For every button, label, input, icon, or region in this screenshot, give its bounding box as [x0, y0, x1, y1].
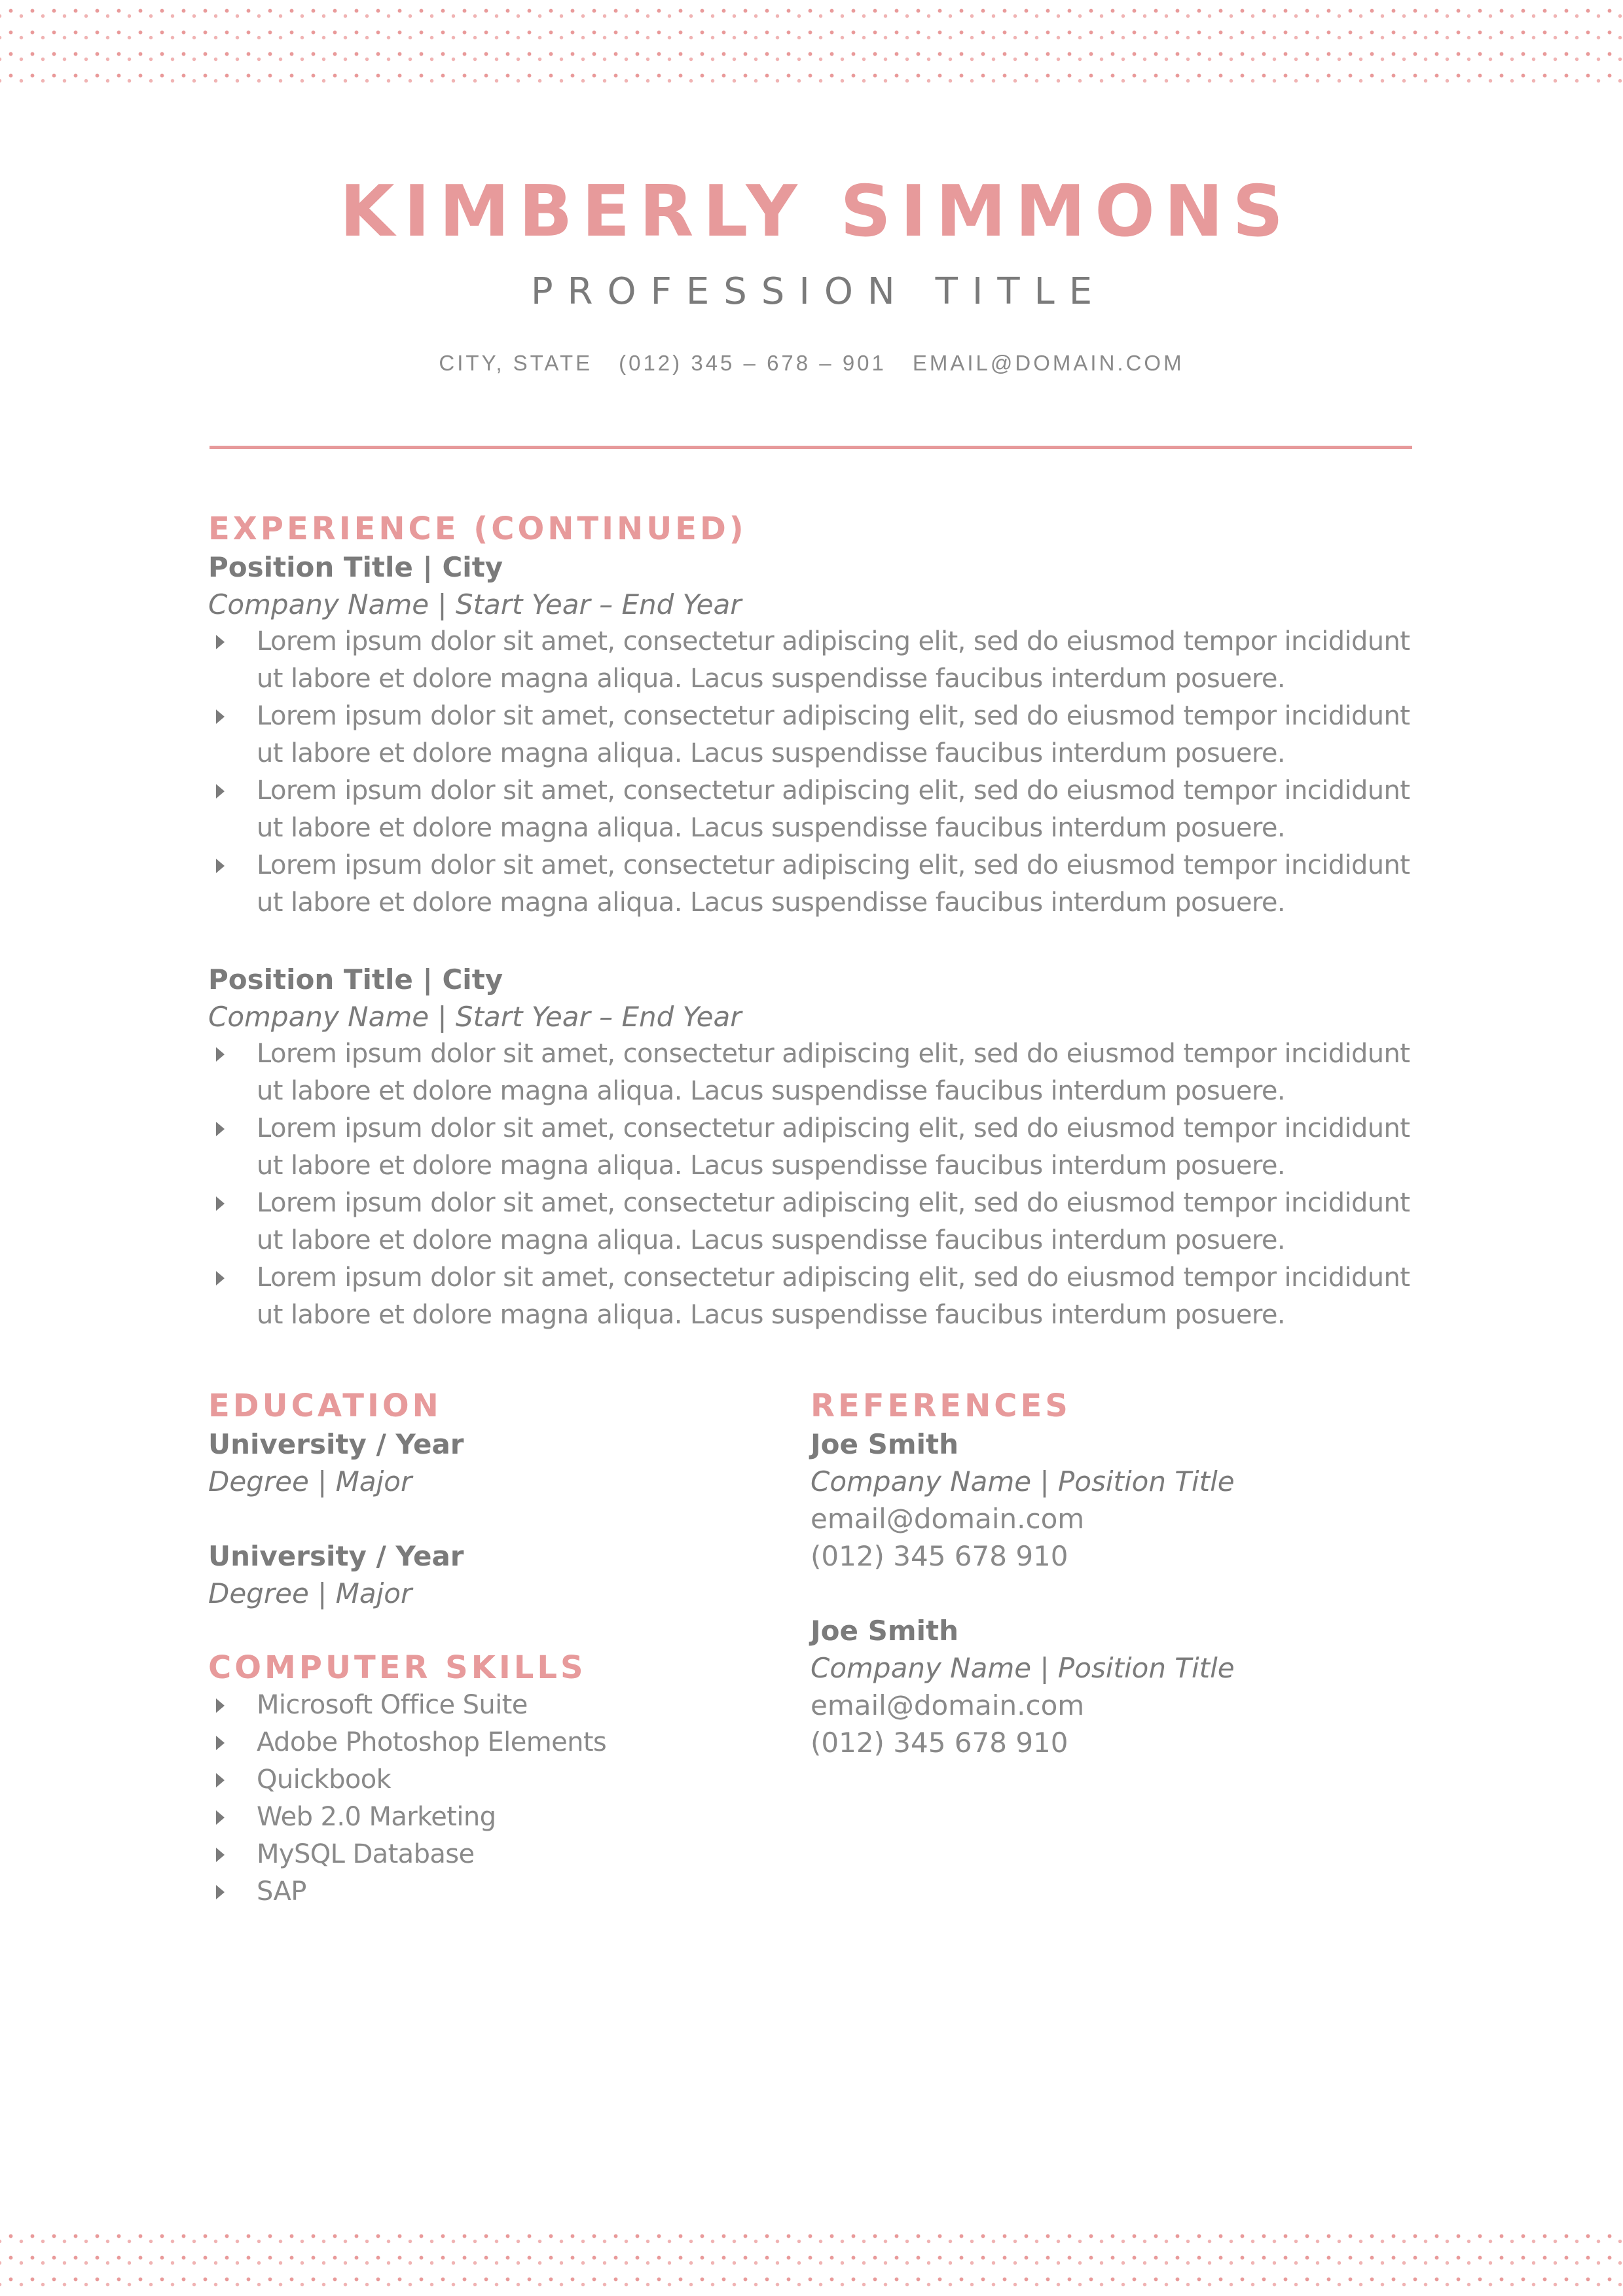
job-bullet [208, 772, 1413, 847]
skill-text: MySQL Database [257, 1839, 475, 1870]
job-bullet-text: Lorem ipsum dolor sit amet, consectetur adipiscing elit, sed do eiusmod tempor incididunt ut labore et dolore magna aliqua. Lacus suspendisse faucibus interdum posuere. [257, 775, 1410, 843]
experience-section [208, 511, 1413, 1373]
triangle-bullet-icon [216, 1047, 225, 1062]
job-bullet-text: Lorem ipsum dolor sit amet, consectetur adipiscing elit, sed do eiusmod tempor incididunt ut labore et dolore magna aliqua. Lacus suspendisse faucibus interdum posuere. [257, 626, 1410, 694]
skill-item [208, 1799, 797, 1836]
triangle-bullet-icon [216, 1773, 225, 1787]
skills-list [208, 1687, 797, 1910]
contact-phone: (012) 345 – 678 – 901 [619, 351, 886, 375]
job-bullet-text: Lorem ipsum dolor sit amet, consectetur adipiscing elit, sed do eiusmod tempor incididunt ut labore et dolore magna aliqua. Lacus suspendisse faucibus interdum posuere. [257, 700, 1410, 768]
skill-item [208, 1873, 797, 1910]
education-degree: Degree | Major [208, 1465, 412, 1498]
reference-phone: (012) 345 678 910 [811, 1726, 1068, 1759]
education-school: University / Year [208, 1539, 464, 1572]
left-column [208, 1388, 797, 1910]
triangle-bullet-icon [216, 1848, 225, 1862]
reference-company: Company Name | Position Title [811, 1465, 1235, 1498]
reference-name: Joe Smith [811, 1614, 958, 1647]
triangle-bullet-icon [216, 1271, 225, 1285]
triangle-bullet-icon [216, 1698, 225, 1713]
job-entry [208, 548, 1413, 922]
experience-heading: EXPERIENCE (CONTINUED) [208, 511, 747, 547]
contact-location: CITY, STATE [439, 351, 593, 375]
education-entry [208, 1537, 797, 1612]
reference-company: Company Name | Position Title [811, 1651, 1235, 1684]
skill-text: Quickbook [257, 1765, 392, 1795]
job-bullet [208, 847, 1413, 922]
header-divider [210, 446, 1412, 449]
triangle-bullet-icon [216, 1196, 225, 1211]
reference-entry [811, 1612, 1400, 1761]
reference-name: Joe Smith [811, 1427, 958, 1460]
job-bullet-text: Lorem ipsum dolor sit amet, consectetur adipiscing elit, sed do eiusmod tempor incididunt ut labore et dolore magna aliqua. Lacus suspendisse faucibus interdum posuere. [257, 850, 1410, 918]
triangle-bullet-icon [216, 635, 225, 649]
reference-email[interactable]: email@domain.com [811, 1502, 1085, 1535]
skill-text: Web 2.0 Marketing [257, 1802, 496, 1833]
job-bullet-text: Lorem ipsum dolor sit amet, consectetur adipiscing elit, sed do eiusmod tempor incididunt ut labore et dolore magna aliqua. Lacus suspendisse faucibus interdum posuere. [257, 1262, 1410, 1330]
education-entry [208, 1426, 797, 1500]
job-bullet [208, 1035, 1413, 1110]
job-bullet-text: Lorem ipsum dolor sit amet, consectetur adipiscing elit, sed do eiusmod tempor incididunt ut labore et dolore magna aliqua. Lacus suspendisse faucibus interdum posuere. [257, 1187, 1410, 1255]
job-bullet-text: Lorem ipsum dolor sit amet, consectetur adipiscing elit, sed do eiusmod tempor incididunt ut labore et dolore magna aliqua. Lacus suspendisse faucibus interdum posuere. [257, 1113, 1410, 1181]
job-bullet [208, 698, 1413, 772]
resume-header [0, 171, 1623, 375]
skill-text: Microsoft Office Suite [257, 1690, 528, 1721]
candidate-name: KIMBERLY SIMMONS [339, 171, 1293, 253]
contact-line [0, 352, 1623, 374]
job-company: Company Name | Start Year – End Year [208, 588, 742, 620]
references-heading: REFERENCES [811, 1388, 1071, 1424]
triangle-bullet-icon [216, 1885, 225, 1899]
job-position: Position Title | City [208, 550, 503, 583]
job-bullet [208, 1110, 1413, 1185]
education-degree: Degree | Major [208, 1577, 412, 1609]
profession-title: PROFESSION TITLE [530, 270, 1107, 313]
job-bullet-text: Lorem ipsum dolor sit amet, consectetur adipiscing elit, sed do eiusmod tempor incididunt ut labore et dolore magna aliqua. Lacus suspendisse faucibus interdum posuere. [257, 1038, 1410, 1106]
triangle-bullet-icon [216, 784, 225, 798]
reference-entry [811, 1426, 1400, 1575]
reference-email[interactable]: email@domain.com [811, 1689, 1085, 1721]
job-bullets [208, 1035, 1413, 1334]
decorative-pattern-bottom [0, 2225, 1623, 2296]
job-entry [208, 961, 1413, 1334]
education-school: University / Year [208, 1427, 464, 1460]
decorative-pattern-top [0, 0, 1623, 92]
skill-text: Adobe Photoshop Elements [257, 1727, 607, 1758]
job-position: Position Title | City [208, 963, 503, 996]
skill-item [208, 1836, 797, 1873]
job-bullet [208, 623, 1413, 698]
education-heading: EDUCATION [208, 1388, 442, 1424]
right-column [811, 1388, 1400, 1799]
skill-text: SAP [257, 1876, 306, 1907]
skills-heading: COMPUTER SKILLS [208, 1649, 587, 1686]
triangle-bullet-icon [216, 709, 225, 724]
triangle-bullet-icon [216, 859, 225, 873]
skill-item [208, 1761, 797, 1799]
job-company: Company Name | Start Year – End Year [208, 1000, 742, 1033]
skill-item [208, 1687, 797, 1724]
job-bullets [208, 623, 1413, 922]
triangle-bullet-icon [216, 1810, 225, 1825]
contact-email[interactable]: EMAIL@DOMAIN.COM [912, 351, 1184, 375]
triangle-bullet-icon [216, 1122, 225, 1136]
reference-phone: (012) 345 678 910 [811, 1539, 1068, 1572]
job-bullet [208, 1185, 1413, 1259]
triangle-bullet-icon [216, 1736, 225, 1750]
job-bullet [208, 1259, 1413, 1334]
skill-item [208, 1724, 797, 1761]
